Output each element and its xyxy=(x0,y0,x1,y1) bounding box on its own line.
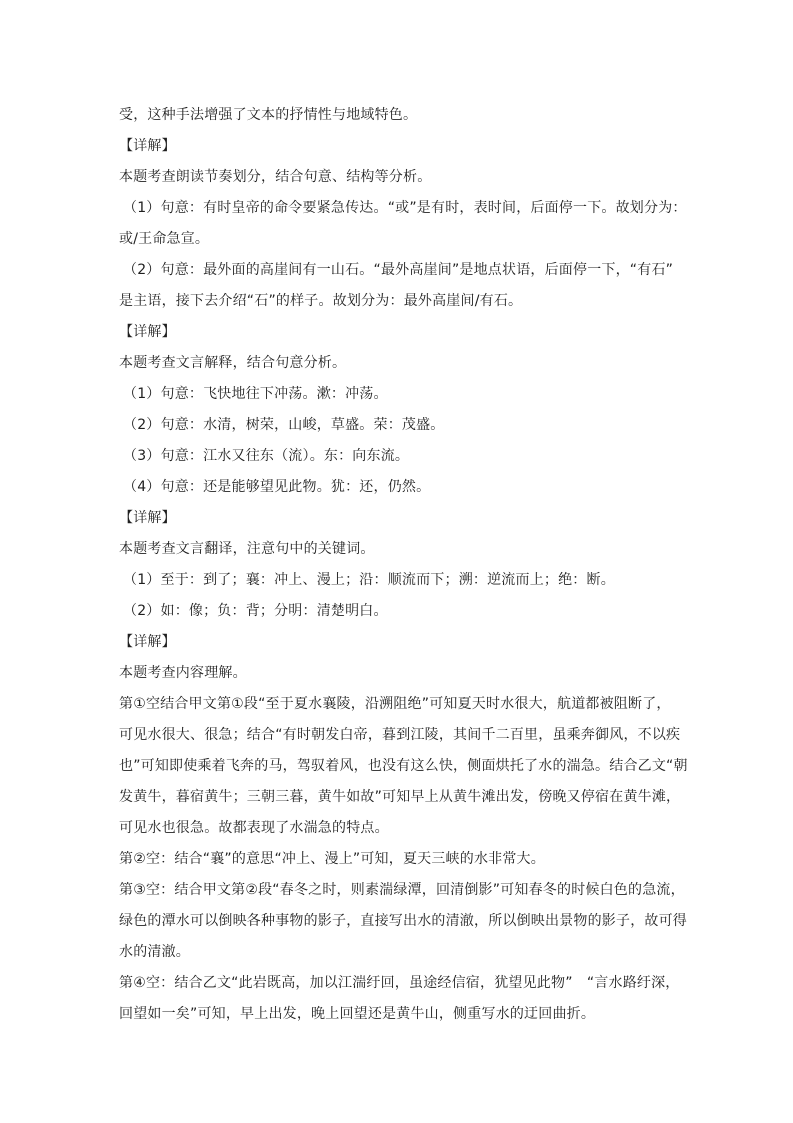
answer-explanation-text xyxy=(119,100,688,1030)
numbered-item: （2）句意：最外面的高崖间有一山石。“最外高崖间”是地点状语，后面停一下，“有石” xyxy=(123,262,674,278)
text-line: 第①空结合甲文第①段“至于夏水襄陵，沿溯阻绝”可知夏天时水很大，航道都被阻断了， xyxy=(119,696,671,712)
numbered-item: （1）句意：有时皇帝的命令要紧急传达。“或”是有时，表时间，后面停一下。故划分为： xyxy=(123,200,687,216)
text-line: 可见水很大、很急；结合“有时朝发白帝，暮到江陵，其间千二百里，虽乘奔御风，不以疾 xyxy=(119,727,681,743)
text-line: 或/王命急宣。 xyxy=(119,231,210,247)
text-line: 第③空：结合甲文第②段“春冬之时，则素湍绿潭，回清倒影”可知春冬的时候白色的急流， xyxy=(119,882,685,898)
section-heading: 【详解】 xyxy=(119,634,176,650)
text-line: 受，这种手法增强了文本的抒情性与地域特色。 xyxy=(119,107,418,123)
numbered-item: （3）句意：江水又往东（流）。东：向东流。 xyxy=(123,448,410,464)
numbered-item: （2）如：像；负：背；分明：清楚明白。 xyxy=(123,603,388,619)
text-line: 发黄牛，暮宿黄牛；三朝三暮，黄牛如故”可知早上从黄牛滩出发，傍晚又停宿在黄牛滩， xyxy=(119,789,681,805)
text-line: 绿色的潭水可以倒映各种事物的影子，直接写出水的清澈，所以倒映出景物的影子，故可得 xyxy=(119,913,687,929)
section-heading: 【详解】 xyxy=(119,324,176,340)
text-line: 水的清澈。 xyxy=(119,944,190,960)
numbered-item: （2）句意：水清，树荣，山峻，草盛。荣：茂盛。 xyxy=(123,417,445,433)
text-line: 可见水也很急。故都表现了水湍急的特点。 xyxy=(119,820,389,836)
text-line: 本题考查文言解释，结合句意分析。 xyxy=(119,355,347,371)
numbered-item: （1）句意：飞快地往下冲荡。漱：冲荡。 xyxy=(123,386,388,402)
text-line: 第②空：结合“襄”的意思“冲上、漫上”可知，夏天三峡的水非常大。 xyxy=(119,851,545,867)
section-heading: 【详解】 xyxy=(119,138,176,154)
text-line: 本题考查内容理解。 xyxy=(119,665,247,681)
numbered-item: （4）句意：还是能够望见此物。犹：还，仍然。 xyxy=(123,479,431,495)
text-line: 本题考查朗读节奏划分，结合句意、结构等分析。 xyxy=(119,169,432,185)
numbered-item: （1）至于：到了；襄：冲上、漫上；沿：顺流而下；溯：逆流而上；绝：断。 xyxy=(123,572,615,588)
text-line: 回望如一矣”可知，早上出发，晚上回望还是黄牛山，侧重写水的迂回曲折。 xyxy=(119,1006,596,1022)
text-line: 也”可知即使乘着飞奔的马，驾驭着风，也没有这么快，侧面烘托了水的湍急。结合乙文“朝 xyxy=(119,758,688,774)
text-line: 是主语，接下去介绍“石”的样子。故划分为：最外高崖间/有石。 xyxy=(119,293,523,309)
text-line: 第④空：结合乙文“此岩既高，加以江湍纡回，虽途经信宿，犹望见此物” “言水路纡深， xyxy=(119,975,680,991)
text-line: 本题考查文言翻译，注意句中的关键词。 xyxy=(119,541,375,557)
section-heading: 【详解】 xyxy=(119,510,176,526)
